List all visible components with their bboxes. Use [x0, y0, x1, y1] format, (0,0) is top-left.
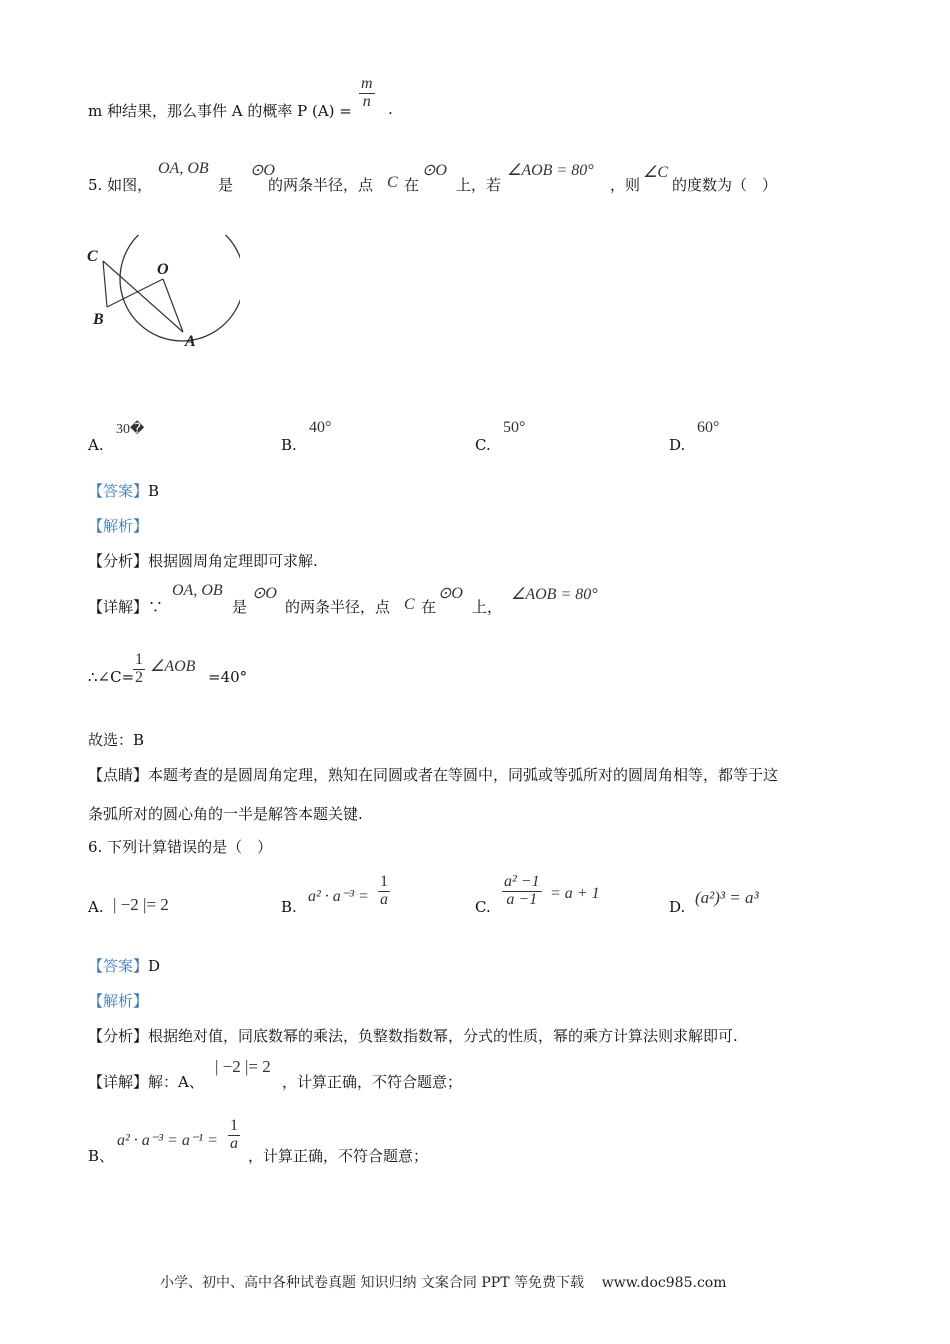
- q6-xj-b-fraction: [228, 1118, 240, 1153]
- q5-option-d-value: 60°: [697, 419, 720, 436]
- footer-url[interactable]: www.doc985.com: [601, 1275, 727, 1291]
- fraction-m-over-n: [359, 76, 375, 111]
- q6-option-b-letter: B.: [281, 898, 297, 916]
- q5-oa-ob: OA, OB: [158, 160, 209, 177]
- q6-option-b-left: a² · a⁻³ =: [308, 888, 369, 905]
- therefore-text: ∴∠C=: [88, 668, 135, 686]
- footer-text: 小学、初中、高中各种试卷真题 知识归纳 文案合同 PPT 等免费下载: [160, 1275, 584, 1291]
- probability-text: m 种结果，那么事件 A 的概率 P (A) =: [88, 102, 352, 120]
- q5-angle-c: ∠C: [643, 164, 669, 181]
- q5-option-b-value: 40°: [309, 419, 332, 436]
- q5-answer: [88, 480, 159, 501]
- q5-option-a-value: 30�: [116, 422, 145, 437]
- q5-circle-o: ⊙O: [250, 162, 275, 179]
- q5-angle-aob: ∠AOB = 80°: [507, 162, 594, 179]
- q5-circle-o-2: ⊙O: [422, 162, 447, 179]
- q6-option-d-expr: (a²)³ = a³: [695, 888, 759, 907]
- xj-stem-b: 的两条半径，点: [285, 598, 391, 616]
- q5-xiangjie-tag: [88, 596, 163, 617]
- xj-zai: 在: [421, 598, 437, 616]
- q6-xiangjie-a-prefix: [88, 1071, 204, 1092]
- q5-choice: 故选：B: [88, 731, 145, 749]
- q6-xj-a-expr: | −2 |= 2: [215, 1057, 271, 1076]
- segment-ob: [107, 279, 163, 307]
- q6-option-c-right: = a + 1: [550, 885, 600, 902]
- q5-shang: 上，若: [456, 176, 502, 194]
- because-symbol: ∵: [148, 598, 164, 616]
- half-den: 2: [135, 668, 143, 686]
- xj-circle-o: ⊙O: [252, 585, 277, 602]
- label-o: O: [157, 261, 169, 278]
- q6-answer-value: D: [148, 957, 161, 975]
- q5-option-d-letter: D.: [669, 436, 686, 454]
- q5-stem-b: 的两条半径，点: [268, 176, 374, 194]
- segment-ca: [103, 261, 183, 332]
- xj-shang: 上，: [472, 598, 503, 616]
- label-b: B: [93, 311, 104, 328]
- q6-fenxi-text: 根据绝对值，同底数幂的乘法，负整数指数幂，分式的性质，幂的乘方计算法则求解即可.: [148, 1027, 738, 1045]
- q6-option-a-letter: A.: [88, 898, 104, 916]
- q6-xj-a-suffix: ，计算正确，不符合题意；: [282, 1073, 463, 1091]
- q5-shi: 是: [218, 176, 234, 194]
- fraction-numerator: m: [361, 75, 373, 92]
- therefore-angle-aob: ∠AOB: [150, 658, 196, 675]
- q5-stem-a: 5. 如图，: [88, 176, 153, 194]
- half-fraction: [133, 652, 145, 687]
- q5-analysis-tag: 【解析】: [88, 517, 149, 535]
- q6-xj-b-num: 1: [230, 1117, 238, 1134]
- q6-option-d-letter: D.: [669, 898, 686, 916]
- q6-option-c-fraction: [502, 874, 542, 909]
- q6-c-den: a −1: [506, 890, 538, 908]
- q6-analysis-tag: 【解析】: [88, 992, 149, 1010]
- q6-xj-b-den: a: [230, 1134, 238, 1152]
- q5-option-a-letter: A.: [88, 436, 104, 454]
- fenxi-text: 根据圆周角定理即可求解.: [148, 552, 318, 570]
- q6-xiangjie-tag: 【详解】: [88, 1073, 149, 1091]
- q5-point-c: C: [387, 174, 398, 191]
- dianjing-text-1: 本题考查的是圆周角定理，熟知在同圆或者在等圆中，同弧或等弧所对的圆周角相等，都等于这: [148, 766, 779, 784]
- xj-point-c: C: [404, 596, 415, 613]
- q6-stem: 6. 下列计算错误的是（ ）: [88, 838, 273, 856]
- q6-option-b-fraction: [378, 874, 390, 909]
- q5-option-c-value: 50°: [503, 419, 526, 436]
- probability-line: [88, 100, 352, 121]
- q6-answer-tag: 【答案】: [88, 957, 149, 975]
- fraction-denominator: n: [362, 92, 371, 110]
- q5-dianjing-1: [88, 764, 778, 785]
- label-c: C: [87, 248, 98, 265]
- q5-option-b-letter: B.: [281, 436, 297, 454]
- xiangjie-tag: 【详解】: [88, 598, 149, 616]
- q5-fenxi: [88, 550, 318, 571]
- q5-option-c-letter: C.: [475, 436, 491, 454]
- q6-xj-a-prefix: 解：A、: [148, 1073, 204, 1091]
- q6-fenxi-tag: 【分析】: [88, 1027, 149, 1045]
- circle-figure: [80, 235, 240, 350]
- half-num: 1: [135, 651, 143, 668]
- q5-dianjing-2: 条弧所对的圆心角的一半是解答本题关键.: [88, 805, 363, 823]
- label-a: A: [185, 333, 196, 350]
- q6-b-den: a: [380, 890, 388, 908]
- dianjing-tag: 【点睛】: [88, 766, 149, 784]
- q5-ze: ，则: [610, 176, 641, 194]
- q6-fenxi: [88, 1025, 738, 1046]
- footer: [160, 1272, 726, 1292]
- fenxi-tag: 【分析】: [88, 552, 149, 570]
- q5-stem-c: 的度数为（ ）: [672, 176, 778, 194]
- segment-cb: [103, 261, 107, 307]
- answer-tag: 【答案】: [88, 482, 149, 500]
- q6-xj-b-prefix: B、: [88, 1147, 115, 1165]
- q6-option-a-expr: | −2 |= 2: [113, 895, 169, 914]
- segment-oa: [163, 279, 183, 332]
- therefore-result: =40°: [208, 668, 248, 686]
- q6-xj-b-expr: a² · a⁻³ = a⁻¹ =: [117, 1132, 218, 1149]
- q6-option-c-letter: C.: [475, 898, 491, 916]
- q6-c-num: a² −1: [504, 873, 540, 890]
- q6-b-num: 1: [380, 873, 388, 890]
- xj-angle-aob: ∠AOB = 80°: [511, 586, 598, 603]
- answer-value: B: [148, 482, 160, 500]
- xj-oa-ob: OA, OB: [172, 582, 223, 599]
- xj-circle-o-2: ⊙O: [438, 585, 463, 602]
- xj-shi: 是: [232, 598, 248, 616]
- probability-period: .: [388, 100, 393, 118]
- q5-zai: 在: [404, 176, 420, 194]
- q6-answer: [88, 955, 160, 976]
- q6-xj-b-suffix: ，计算正确，不符合题意；: [248, 1147, 429, 1165]
